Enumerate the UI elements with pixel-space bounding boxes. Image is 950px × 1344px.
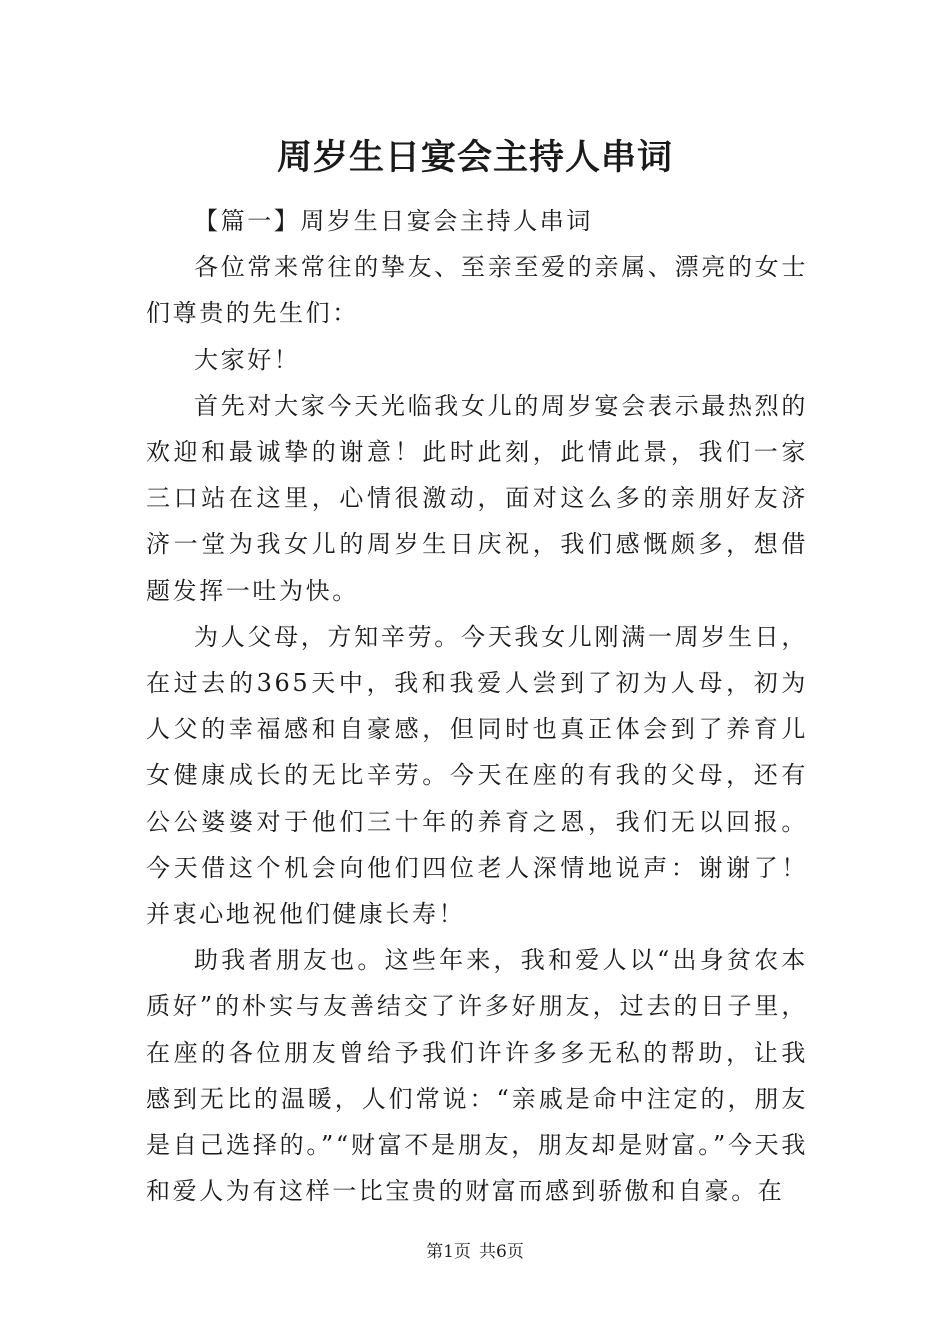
page-footer: [0, 1240, 950, 1264]
page-total: 共6页: [479, 1242, 524, 1262]
document-body: [146, 198, 808, 1214]
paragraph: 首先对大家今天光临我女儿的周岁宴会表示最热烈的欢迎和最诚挚的谢意！此时此刻，此情此景，我们一家三口站在这里，心情很激动，面对这么多的亲朋好友济济一堂为我女儿的周岁生日庆祝，我们感慨颇多，想借题发挥一吐为快。: [146, 391, 808, 605]
paragraph: 大家好！: [194, 345, 301, 374]
paragraph: 助我者朋友也。这些年来，我和爱人以“出身贫农本质好”的朴实与友善结交了许多好朋友，过去的日子里，在座的各位朋友曾给予我们许许多多无私的帮助，让我感到无比的温暖，人们常说：“亲戚是命中注定的，朋友是自己选择的。”“财富不是朋友，朋友却是财富。”今天我和爱人为有这样一比宝贵的财富而感到骄傲和自豪。在: [146, 946, 808, 1206]
paragraph: 各位常来常往的挚友、至亲至爱的亲属、漂亮的女士们尊贵的先生们：: [146, 253, 808, 328]
document-title: 周岁生日宴会主持人串词: [276, 137, 673, 178]
page-number: 第1页: [426, 1242, 471, 1262]
paragraph: 为人父母，方知辛劳。今天我女儿刚满一周岁生日，在过去的365天中，我和我爱人尝到了初为人母，初为人父的幸福感和自豪感，但同时也真正体会到了养育儿女健康成长的无比辛劳。今天在座的有我的父母，还有公公婆婆对于他们三十年的养育之恩，我们无以回报。今天借这个机会向他们四位老人深情地说声：谢谢了！并衷心地祝他们健康长寿！: [146, 622, 808, 929]
section-heading: 【篇一】周岁生日宴会主持人串词: [194, 207, 593, 235]
